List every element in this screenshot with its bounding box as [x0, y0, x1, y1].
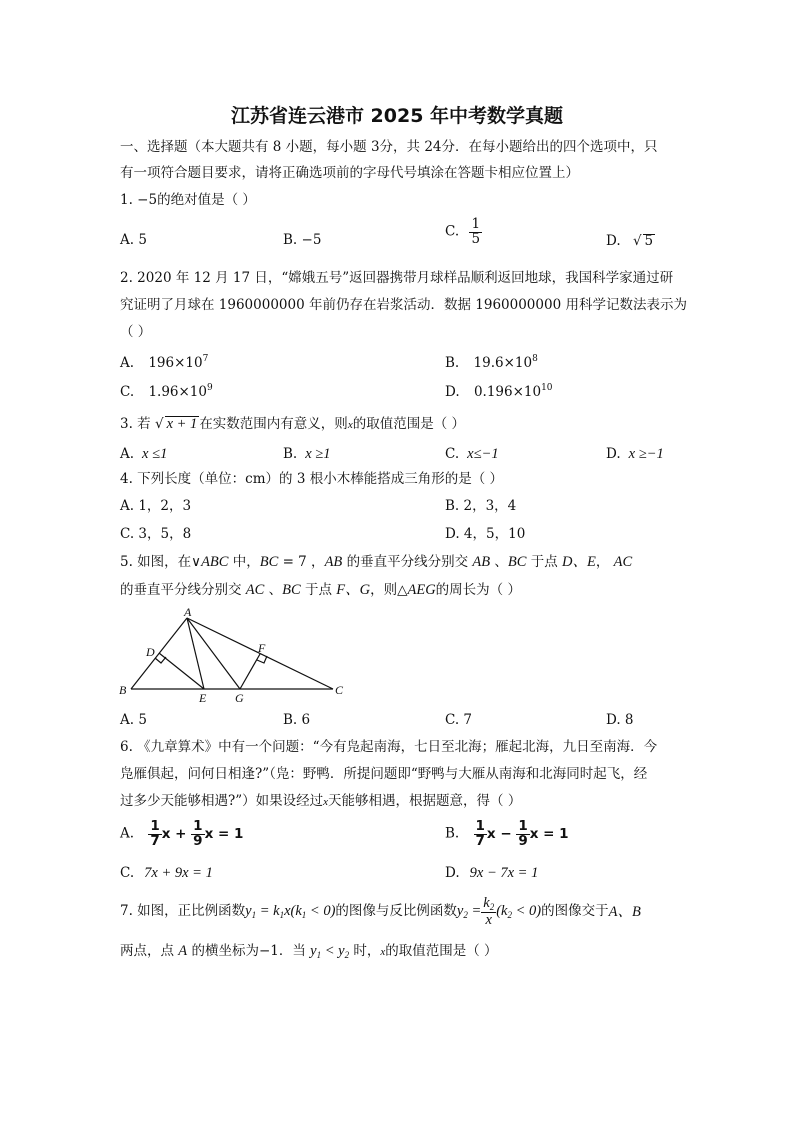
q5-triangle-diagram [115, 606, 345, 706]
q2-option-b-label: B. [445, 355, 460, 371]
q2-option-c-exp: 9 [207, 383, 213, 393]
q6-a-op: x + [161, 826, 192, 842]
q5-math: BC [507, 554, 527, 570]
q6-option-d [445, 866, 538, 881]
fraction-denominator: 7 [150, 832, 160, 849]
q7-sub: 2 [344, 950, 350, 960]
q2-option-c [120, 384, 213, 400]
q7-math: y [310, 943, 317, 959]
fraction-numerator: 1 [475, 818, 485, 834]
q7-math: y [245, 903, 252, 919]
q5-math: BC [282, 582, 301, 598]
q7-math: y [456, 903, 464, 919]
q2-option-a-base: 196×10 [148, 355, 203, 371]
q4-option-a: A. 1，2，3 [120, 498, 192, 514]
q6-b-op: x = 1 [529, 826, 569, 842]
q2-option-b-exp: 8 [532, 354, 538, 364]
q6-a-op: x = 1 [204, 826, 244, 842]
q5-text: 的周长为（ ） [435, 582, 521, 598]
q1-option-d [606, 234, 655, 249]
q1-fraction-numerator: 1 [471, 216, 481, 232]
q3-option-b [283, 447, 331, 462]
q5-text: = 7 ， [278, 554, 325, 570]
q3-option-c [445, 447, 499, 462]
q3-option-c-text: x≤−1 [467, 446, 499, 462]
q1-fraction-denominator: 5 [471, 230, 481, 247]
q7-text: 7. 如图，正比例函数 [120, 903, 246, 920]
q2-option-b [445, 355, 538, 371]
point-label-c: C [335, 683, 344, 697]
point-label-g: G [235, 691, 244, 705]
point-label-a: A [184, 606, 192, 619]
page-title: 江苏省连云港市 2025 年中考数学真题 [230, 105, 564, 127]
q7-text: 时， [349, 943, 381, 959]
q7-math: < 0) [511, 903, 542, 919]
q5-text: 、 [490, 554, 508, 570]
q7-line1 [120, 892, 641, 932]
q5-text: 于点 [300, 582, 337, 598]
q1-option-c-fraction [469, 218, 482, 246]
q1-stem: 1. −5的绝对值是（ ） [120, 192, 256, 208]
q5-math: AB [472, 554, 491, 570]
q6-b-op: x − [486, 826, 517, 842]
q6-option-c [120, 866, 213, 881]
q1-option-c [445, 218, 482, 246]
q4-option-c: C. 3，5，8 [120, 526, 192, 542]
q2-option-a-label: A. [120, 355, 135, 371]
q3-option-d-text: x ≥−1 [628, 446, 664, 462]
q7-text: 的图像与反比例函数 [335, 903, 457, 920]
q5-math: ABC [201, 554, 229, 570]
q7-math: < [321, 943, 339, 959]
q3-option-d-label: D. [606, 446, 621, 462]
q4-stem: 4. 下列长度（单位：cm）的 3 根小木棒能搭成三角形的是（ ） [120, 471, 503, 487]
q6-option-d-text: 9x − 7x = 1 [469, 865, 539, 881]
q5-option-c: C. 7 [445, 712, 473, 728]
q5-option-b: B. 6 [283, 712, 311, 728]
section-instructions-line1: 一、选择题（本大题共有 8 小题，每小题 3分，共 24分．在每小题给出的四个选项中，只 [120, 139, 658, 155]
q2-option-a [120, 355, 208, 371]
q5-math: AC [613, 554, 633, 570]
q3-post: 在实数范围内有意义，则 [199, 416, 348, 432]
q2-option-d-base: 0.196×10 [473, 384, 542, 400]
q7-math: (k [496, 903, 508, 919]
q7-sub: 1 [251, 910, 257, 920]
q7-var: x [380, 946, 386, 958]
q7-sub: 2 [507, 910, 512, 920]
q5-math: AC [245, 582, 265, 598]
q6-option-a [120, 820, 243, 848]
q2-option-d-label: D. [445, 384, 460, 400]
q5-text: 中， [228, 554, 260, 570]
q3-option-a [120, 447, 167, 462]
q5-math: BC [259, 554, 279, 570]
q5-text: 于点 [526, 554, 563, 570]
q6-var: x [323, 796, 329, 808]
q5-text: 的垂直平分线分别交 [342, 554, 473, 570]
q7-sub: 1 [279, 910, 285, 920]
fraction-numerator: 1 [518, 818, 528, 834]
q5-line2 [120, 583, 521, 598]
q3-option-b-text: x ≥1 [305, 446, 331, 462]
q6-a-fraction-1 [148, 820, 161, 848]
q6-b-fraction-2 [516, 820, 529, 848]
q1-option-a: A. 5 [120, 232, 147, 248]
q6-line3 [120, 795, 521, 809]
q3-option-a-label: A. [120, 446, 135, 462]
q3-option-b-label: B. [283, 446, 298, 462]
q7-text: 的图像交于 [541, 903, 609, 920]
q6-text: 过多少天能够相遇?”）如果设经过 [120, 793, 324, 809]
section-instructions-line2: 有一项符合题目要求，请将正确选项前的字母代号填涂在答题卡相应位置上） [120, 165, 579, 181]
q5-text: 、 [264, 582, 283, 598]
q3-post2: 的取值范围是（ ） [352, 416, 465, 432]
q5-math: AEG [407, 582, 436, 598]
q7-line2 [120, 944, 498, 960]
q3-option-d [606, 447, 664, 462]
fraction-denominator: 9 [193, 832, 203, 849]
q6-line2: 凫雁俱起，问何日相逢?”（凫：野鸭．所提问题即“野鸭与大雁从南海和北海同时起飞，经 [120, 766, 648, 782]
q2-line2: 究证明了月球在 1960000000 年前仍存在岩浆活动．数据 1960000000 用科学记数法表示为 [120, 297, 687, 313]
point-label-d: D [146, 645, 155, 659]
q5-line1 [120, 555, 632, 570]
q3-pre: 3. 若 [120, 416, 151, 432]
q7-math: A、B [608, 903, 641, 920]
q6-option-b [445, 820, 569, 848]
q5-text: ， [595, 554, 614, 570]
q6-b-fraction-1 [474, 820, 487, 848]
segment-fg [240, 654, 260, 689]
q2-option-b-base: 19.6×10 [473, 355, 533, 371]
q5-text: 的垂直平分线分别交 [120, 582, 246, 598]
q6-option-c-text: 7x + 9x = 1 [144, 865, 213, 881]
q7-math: A [178, 943, 188, 959]
point-label-b: B [119, 683, 127, 697]
q1-option-d-label: D. [606, 233, 621, 249]
q5-math: F、G [336, 582, 371, 598]
q6-option-a-label: A. [120, 825, 135, 842]
q7-text: 的取值范围是（ ） [385, 943, 498, 959]
q7-math: = k [256, 903, 280, 919]
q3-option-a-text: x ≤1 [142, 446, 168, 462]
q7-math: y [338, 943, 345, 959]
q2-option-a-exp: 7 [202, 354, 209, 364]
fraction-denominator: 7 [475, 832, 485, 849]
q5-math: D、E [562, 554, 596, 570]
fraction-numerator: 1 [150, 818, 160, 834]
q4-option-b: B. 2，3，4 [445, 498, 517, 514]
q7-sub: 1 [301, 910, 307, 920]
point-label-e: E [199, 691, 207, 705]
q5-text: 5. 如图，在∨ [120, 554, 202, 570]
fraction-denominator: x [485, 912, 492, 929]
q7-text: 两点，点 [120, 943, 179, 959]
fraction-numerator: k [483, 895, 490, 912]
point-label-f: F [258, 641, 266, 655]
fraction-denominator: 9 [518, 832, 528, 849]
q7-math: x(k [284, 903, 302, 919]
q5-math: AB [324, 554, 343, 570]
q7-sub: 2 [489, 902, 495, 913]
q1-option-c-label: C. [445, 223, 460, 240]
q3-radicand: x + 1 [166, 416, 198, 432]
q2-line1: 2. 2020 年 12 月 17 日，“嫦娥五号”返回器携带月球样品顺利返回地球，我国科学家通过研 [120, 270, 674, 286]
q2-option-c-base: 1.96×10 [148, 384, 207, 400]
q3-stem [120, 416, 465, 432]
sqrt-icon: √ [154, 416, 164, 432]
q5-option-d: D. 8 [606, 712, 634, 728]
q7-sub: 2 [463, 910, 468, 920]
q6-line1: 6. 《九章算术》中有一个问题：“今有凫起南海，七日至北海；雁起北海，九日至南海．今 [120, 739, 658, 755]
q7-text: 的横坐标为−1．当 [187, 943, 311, 959]
q4-option-d: D. 4，5，10 [445, 526, 526, 542]
q7-sub: 1 [316, 950, 322, 960]
q1-option-d-radicand: 5 [644, 233, 654, 249]
q2-option-d-exp: 10 [541, 383, 553, 393]
q1-option-b: B. −5 [283, 232, 322, 248]
q6-a-fraction-2 [191, 820, 204, 848]
q6-option-b-label: B. [445, 825, 460, 842]
q3-var: x [347, 419, 353, 431]
sqrt-icon: √ [632, 233, 642, 249]
q6-option-c-label: C. [120, 865, 135, 881]
q6-text: 天能够相遇，根据题意，得（ ） [328, 793, 522, 809]
q5-option-a: A. 5 [120, 712, 147, 728]
q6-option-d-label: D. [445, 865, 460, 881]
fraction-numerator: 1 [193, 818, 203, 834]
q5-text: ，则△ [370, 582, 408, 598]
q3-option-c-label: C. [445, 446, 460, 462]
q7-math: = [467, 903, 482, 919]
q2-line3: （ ） [120, 324, 152, 340]
q2-option-c-label: C. [120, 384, 135, 400]
q7-math: < 0) [306, 903, 336, 919]
q7-fraction [481, 896, 496, 928]
q2-option-d [445, 384, 553, 400]
